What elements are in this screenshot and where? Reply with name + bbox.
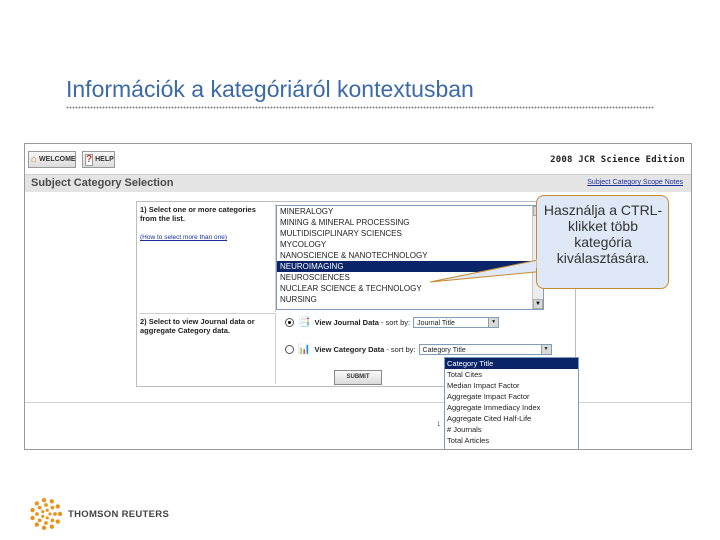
logo-dot <box>50 499 54 503</box>
how-to-select-link[interactable]: (How to select more than one) <box>140 234 228 241</box>
welcome-label: WELCOME <box>39 156 76 163</box>
section-title: Subject Category Selection <box>31 177 174 189</box>
sort-option[interactable]: Aggregate Cited Half-Life <box>447 414 532 423</box>
logo-dot <box>42 526 46 530</box>
logo-dot <box>50 518 54 522</box>
logo-dot <box>35 522 39 526</box>
logo-dot <box>35 501 39 505</box>
category-sort-value: Category Title <box>422 347 466 354</box>
help-label: HELP <box>95 156 114 163</box>
sort-option[interactable]: Category Title <box>445 358 578 369</box>
callout-text: Használja a CTRL-klikket több kategória kiválasztására. <box>543 202 663 266</box>
logo-text: THOMSON REUTERS <box>68 508 170 520</box>
logo-dot <box>35 512 39 516</box>
journal-data-label: View Journal Data <box>314 318 379 327</box>
category-list-item[interactable]: MINING & MINERAL PROCESSING <box>280 218 410 227</box>
sort-option[interactable]: # Journals <box>447 425 482 434</box>
journal-icon: 📑 <box>298 317 311 328</box>
logo-dot <box>30 516 34 520</box>
logo-dot <box>56 504 60 508</box>
category-list-item[interactable]: NANOSCIENCE & NANOTECHNOLOGY <box>280 251 428 260</box>
category-list-item[interactable]: NURSING <box>280 295 317 304</box>
category-data-label: View Category Data <box>314 345 385 354</box>
category-list-item[interactable]: NUCLEAR SCIENCE & TECHNOLOGY <box>280 284 422 293</box>
scroll-down-icon[interactable]: ▼ <box>533 299 543 309</box>
company-logo <box>30 498 169 530</box>
step1-label: 1) Select one or more categories from the list. <box>140 205 256 223</box>
logo-dot <box>53 512 57 516</box>
category-list-item[interactable]: MYCOLOGY <box>280 240 327 249</box>
logo-dot <box>50 525 54 529</box>
logo-dot <box>48 512 51 515</box>
logo-dot <box>42 498 46 502</box>
logo-dot <box>58 512 62 516</box>
logo-dot <box>56 519 60 523</box>
category-list-item[interactable]: NEUROSCIENCES <box>280 273 350 282</box>
sort-option[interactable]: Total Cites <box>447 370 483 379</box>
category-sort-label: - sort by: <box>386 345 416 354</box>
sort-option[interactable]: Aggregate Impact Factor <box>447 392 530 401</box>
thomson-reuters-logo-icon <box>30 498 62 530</box>
category-icon: 📊 <box>298 344 311 355</box>
journal-sort-value: Journal Title <box>417 320 455 327</box>
logo-dot <box>46 516 49 519</box>
journal-sort-label: - sort by: <box>380 318 411 327</box>
sort-option[interactable]: Median Impact Factor <box>447 381 520 390</box>
step2-label: 2) Select to view Journal data or aggregate Category data. <box>140 317 255 335</box>
footer-fragment: 1 <box>437 422 441 428</box>
logo-dot <box>38 506 42 510</box>
scope-notes-link[interactable]: Subject Category Scope Notes <box>587 179 683 186</box>
chevron-down-icon[interactable]: ▼ <box>541 345 551 354</box>
submit-button[interactable]: SUBMIT <box>334 370 382 385</box>
home-icon: ⌂ <box>31 154 38 165</box>
category-list-item[interactable]: NEUROIMAGING <box>277 261 543 272</box>
sort-option[interactable]: Aggregate Immediacy Index <box>447 403 541 412</box>
logo-dot <box>46 509 49 512</box>
slide-title: Információk a kategóriáról kontextusban <box>66 76 474 102</box>
sort-option[interactable]: Total Articles <box>447 436 490 445</box>
logo-dot <box>50 506 54 510</box>
help-icon: ? <box>86 153 93 165</box>
chevron-down-icon[interactable]: ▼ <box>488 318 498 327</box>
logo-dot <box>44 503 48 507</box>
logo-dot <box>30 508 34 512</box>
edition-label: 2008 JCR Science Edition <box>550 155 685 165</box>
logo-dot <box>38 518 42 522</box>
category-list-item[interactable]: MULTIDISCIPLINARY SCIENCES <box>280 229 402 238</box>
logo-dot <box>44 521 48 525</box>
logo-dot <box>41 510 44 513</box>
category-list-item[interactable]: MINERALOGY <box>280 207 334 216</box>
logo-dot <box>41 515 44 518</box>
